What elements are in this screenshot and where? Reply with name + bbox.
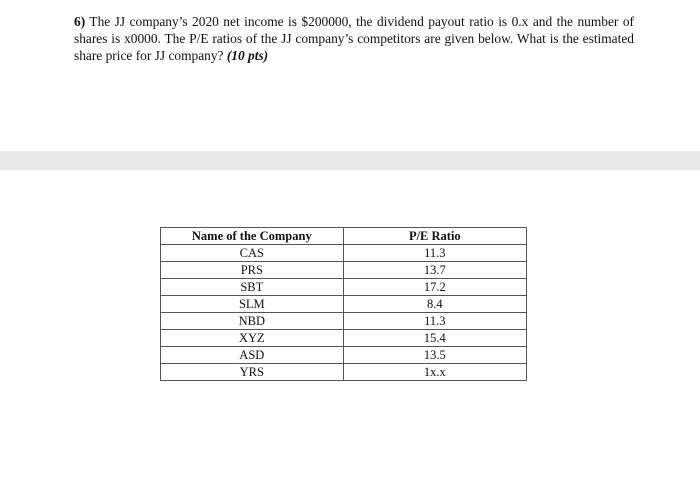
company-name-cell: SLM (161, 296, 344, 313)
pe-ratio-cell: 17.2 (343, 279, 526, 296)
pe-ratio-cell: 1x.x (343, 364, 526, 381)
company-name-cell: NBD (161, 313, 344, 330)
pe-ratio-cell: 13.7 (343, 262, 526, 279)
pe-ratio-cell: 11.3 (343, 313, 526, 330)
column-header-company: Name of the Company (161, 228, 344, 245)
pe-ratio-table (160, 227, 527, 381)
company-name-cell: YRS (161, 364, 344, 381)
table-header-row (161, 228, 527, 245)
pe-ratio-cell: 8.4 (343, 296, 526, 313)
table-row (161, 245, 527, 262)
pe-ratio-cell: 15.4 (343, 330, 526, 347)
pe-ratio-cell: 13.5 (343, 347, 526, 364)
question-points: (10 pts) (226, 48, 269, 63)
pe-ratio-cell: 11.3 (343, 245, 526, 262)
table-row (161, 313, 527, 330)
table-row (161, 364, 527, 381)
company-name-cell: PRS (161, 262, 344, 279)
table-row (161, 296, 527, 313)
company-name-cell: XYZ (161, 330, 344, 347)
table-row (161, 347, 527, 364)
company-name-cell: ASD (161, 347, 344, 364)
table-row (161, 279, 527, 296)
page-separator-band (0, 151, 700, 170)
question-text (74, 13, 634, 64)
company-name-cell: SBT (161, 279, 344, 296)
column-header-pe-ratio: P/E Ratio (343, 228, 526, 245)
table-row (161, 330, 527, 347)
question-body: The JJ company’s 2020 net income is $200000, the dividend payout ratio is 0.x and the number of shares is x0000. The P/E ratios of the JJ company’s competitors are given below. What is the estimated share price for JJ company? (74, 14, 634, 63)
company-name-cell: CAS (161, 245, 344, 262)
question-number: 6) (74, 14, 86, 29)
table-row (161, 262, 527, 279)
